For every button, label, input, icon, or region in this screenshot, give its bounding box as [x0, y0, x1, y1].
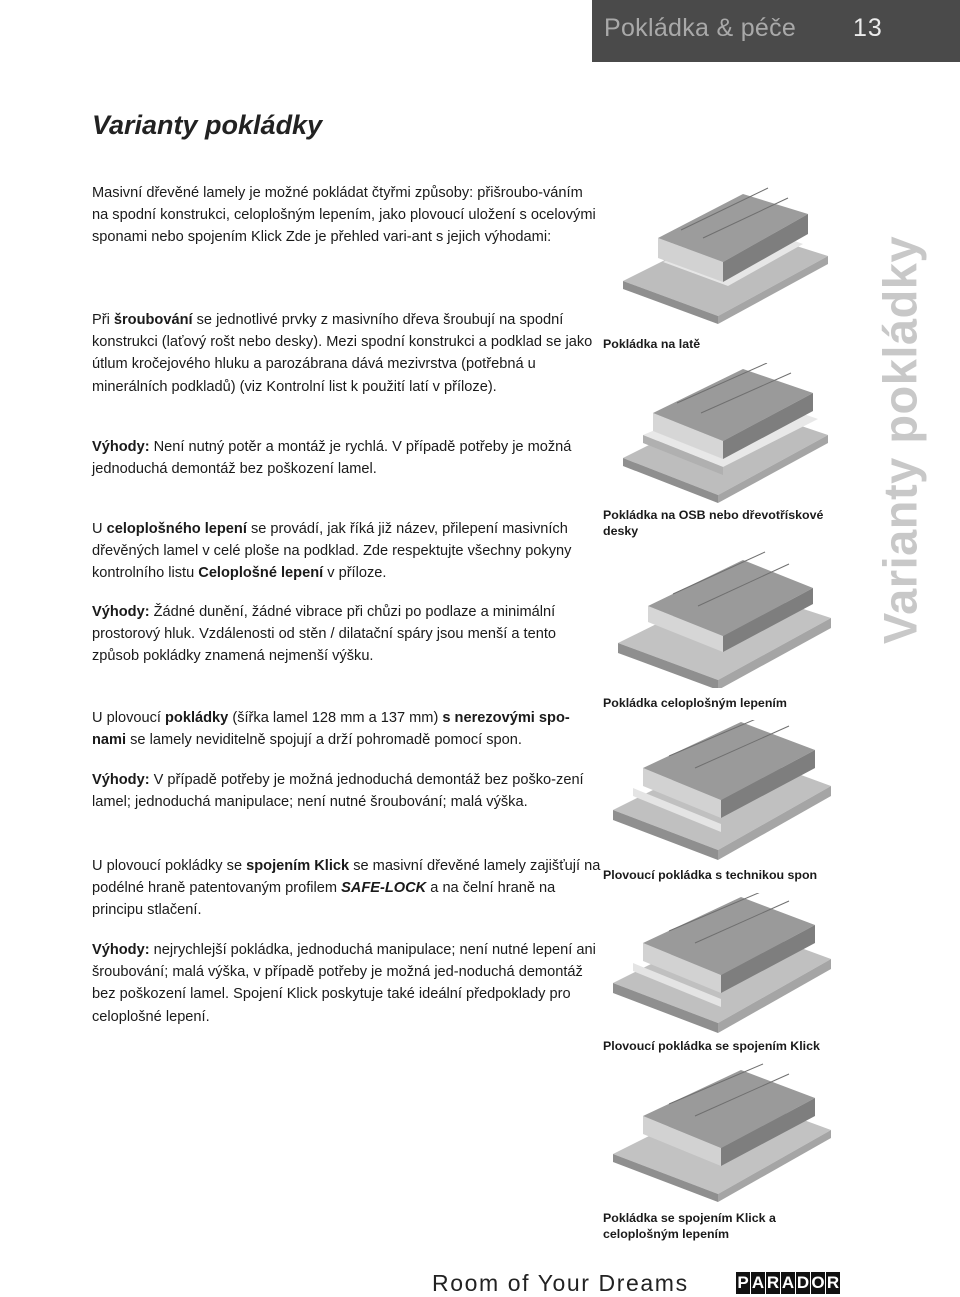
side-title	[868, 188, 932, 693]
logo-letter: R	[766, 1273, 780, 1292]
footer-tagline: Room of Your Dreams	[432, 1270, 689, 1296]
figure-glued	[603, 548, 833, 688]
logo-letter: A	[751, 1273, 765, 1292]
glue-paragraph: U celoplošného lepení se provádí, jak říká již název, přilepení masivních dřevěných lamel v celé ploše na podklad. Zde respektujte všechny pokyny kontrolního listu Celoplošné lepení v příloze.	[92, 521, 572, 582]
klick-paragraph: U plovoucí pokládky se spojením Klick se masivní dřevěné lamely zajišťují na podélné hraně patentovaným profilem SAFE-LOCK a na čelní hraně na principu stlačení.	[92, 858, 601, 919]
logo-letter: D	[796, 1273, 810, 1292]
glue-advantages: Výhody: Žádné dunění, žádné vibrace při chůzi po podlaze a minimální prostorový hluk. Vzdálenosti od stěn / dilatační spáry jsou menší a tento způsob pokládky znamená nejmenší výšku.	[92, 604, 557, 665]
logo-letter: A	[781, 1273, 795, 1292]
caption-klick: Plovoucí pokládka se spojením Klick	[603, 1039, 820, 1053]
float-advantages: Výhody: V případě potřeby je možná jednoduchá demontáž bez poško-zení lamel; jednoduchá manipulace; není nutné šroubování; malá výška.	[92, 772, 584, 811]
logo-letter: R	[826, 1273, 840, 1292]
caption-battens: Pokládka na latě	[603, 337, 701, 351]
logo-letter: O	[811, 1273, 825, 1292]
intro-paragraph: Masivní dřevěné lamely je možné pokládat čtyřmi způsoby: přišroubo-váním na spodní konstrukci, celoplošným lepením, jako plovoucí uložení s ocelovými sponami nebo spojením Klick Zde je přehled vari-ant s jejich výhodami:	[92, 185, 596, 246]
figure-klick-glued	[603, 1062, 833, 1202]
figure-battens	[603, 186, 833, 326]
logo-letter: P	[737, 1273, 749, 1292]
figure-osb	[603, 363, 833, 503]
caption-osb: Pokládka na OSB nebo dřevotřískové desky	[603, 508, 824, 538]
caption-glued: Pokládka celoplošným lepením	[603, 696, 787, 710]
caption-klick-glued: Pokládka se spojením Klick a celoplošným lepením	[603, 1211, 776, 1241]
page-heading: Varianty pokládky	[92, 110, 323, 140]
page-number: 13	[853, 14, 883, 42]
caption-clips: Plovoucí pokládka s technikou spon	[603, 868, 818, 882]
figure-clips	[603, 720, 833, 860]
screw-paragraph: Při šroubování se jednotlivé prvky z masivního dřeva šroubují na spodní konstrukci (laťový rošt nebo desky). Mezi spodní konstrukci a podklad se jako útlum kročejového hluku a parozábrana dává mezivrstva (potřebná u minerálních podkladů) (viz Kontrolní list k použití latí v příloze).	[92, 312, 593, 395]
side-title-text: Varianty pokládky	[873, 235, 927, 645]
klick-advantages: Výhody: nejrychlejší pokládka, jednoduchá manipulace; není nutné lepení ani šroubování; malá výška, v případě potřeby je možná jed-noduchá demontáž bez poškození lamel. Spojení Klick poskytuje také ideální předpoklady pro celoplošné lepení.	[92, 942, 596, 1025]
float-paragraph: U plovoucí pokládky (šířka lamel 128 mm a 137 mm) s nerezovými spo-nami se lamely neviditelně spojují a drží pohromadě pomocí spon.	[92, 710, 570, 749]
header-title: Pokládka & péče	[604, 14, 797, 42]
figure-klick	[603, 893, 833, 1033]
parador-logo	[736, 1272, 840, 1294]
screw-advantages: Výhody: Není nutný potěr a montáž je rychlá. V případě potřeby je možná jednoduchá demontáž bez poškození lamel.	[92, 439, 572, 478]
